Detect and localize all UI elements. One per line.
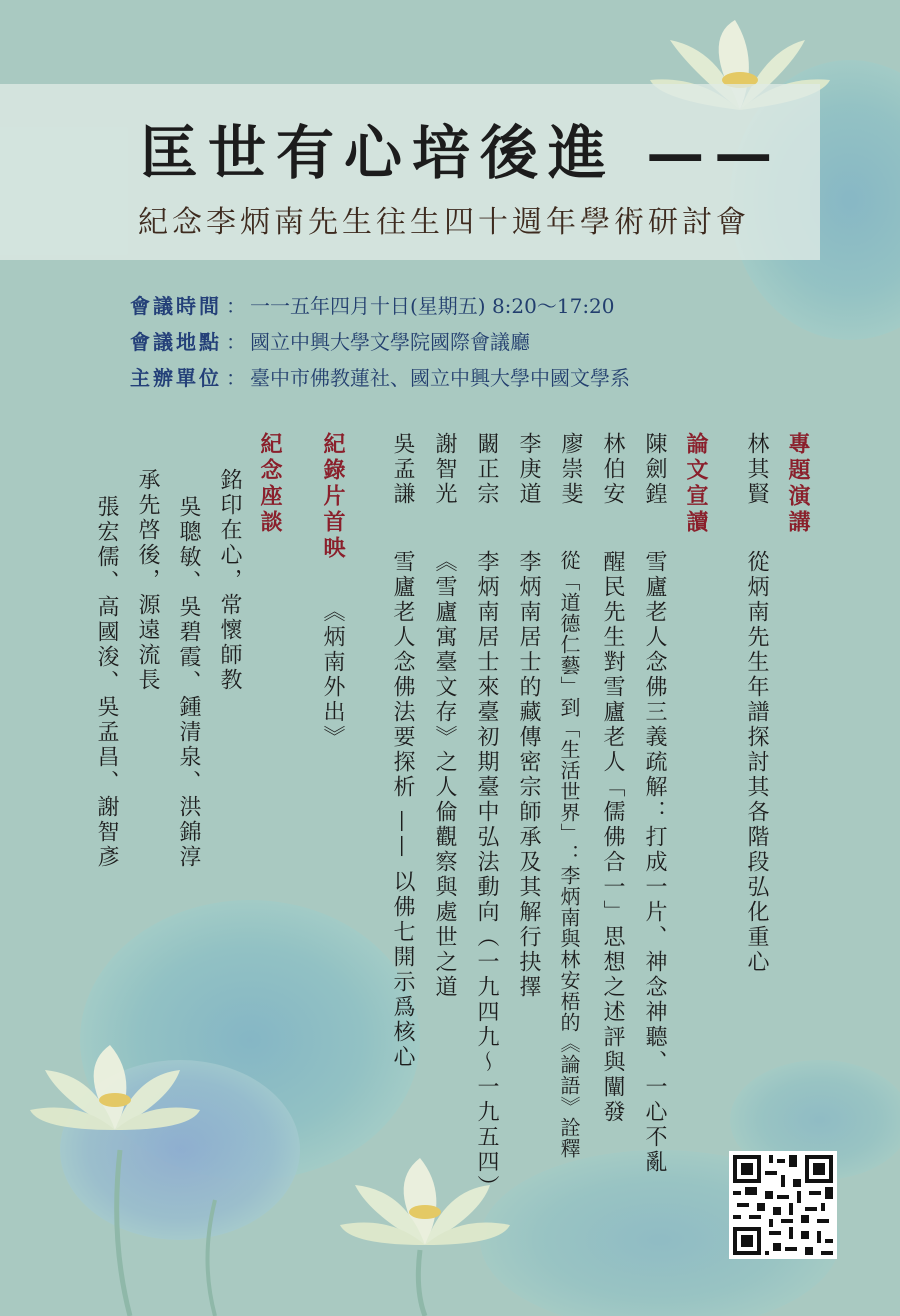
paper-author: 林伯安: [600, 432, 625, 507]
paper-topic: 雪廬老人念佛三義疏解：打成一片、神念神聽、一心不亂: [642, 550, 667, 1175]
paper-author: 闞正宗: [474, 432, 499, 507]
info-organizer-label: 主辦單位: [130, 366, 222, 390]
paper-topic: 李炳南居士來臺初期臺中弘法動向（一九四九～一九五四）: [474, 550, 499, 1200]
paper-topic: 醒民先生對雪廬老人「儒佛合一」思想之述評與闡發: [600, 550, 625, 1125]
info-venue: 會議地點 ： 國立中興大學文學院國際會議廳: [130, 330, 530, 354]
paper-author: 陳劍鍠: [642, 432, 667, 507]
documentary-title: 《炳南外出》: [320, 600, 345, 750]
info-venue-label: 會議地點: [130, 330, 222, 354]
paper-author: 廖崇斐: [558, 432, 583, 507]
paper-author: 吳孟謙: [390, 432, 415, 507]
paper-author: 李庚道: [516, 432, 541, 507]
event-subtitle: 紀念李炳南先生往生四十週年學術研討會: [138, 205, 750, 240]
paper-topic: 雪廬老人念佛法要探析 —— 以佛七開示爲核心: [390, 550, 415, 1070]
paper-topic: 李炳南居士的藏傳密宗師承及其解行抉擇: [516, 550, 541, 1000]
forum-heading: 紀念座談: [257, 432, 282, 536]
forum-session-title: 銘印在心，常懷師教: [217, 468, 242, 693]
info-organizer-value: 臺中市佛教蓮社、國立中興大學中國文學系: [250, 366, 630, 390]
info-time: 會議時間 ： 一一五年四月十日(星期五) 8:20～17:20: [130, 294, 615, 318]
paper-topic: 從「道德仁藝」到「生活世界」：李炳南與林安梧的《論語》詮釋: [557, 550, 581, 1159]
info-organizer: 主辦單位 ： 臺中市佛教蓮社、國立中興大學中國文學系: [130, 366, 630, 390]
keynote-heading: 專題演講: [785, 432, 810, 536]
qr-code[interactable]: [729, 1151, 837, 1259]
papers-heading: 論文宣讀: [683, 432, 708, 536]
paper-author: 謝智光: [432, 432, 457, 507]
info-time-label: 會議時間: [130, 294, 222, 318]
forum-session-title: 承先啓後，源遠流長: [135, 468, 160, 693]
forum-session-people: 張宏儒、高國浚、吳孟昌、謝智彥: [94, 495, 119, 870]
paper-topic: 《雪廬寓臺文存》之人倫觀察與處世之道: [432, 550, 457, 1000]
documentary-heading: 紀錄片首映: [320, 432, 345, 562]
event-title: 匡世有心培後進 ——: [140, 119, 783, 187]
info-venue-value: 國立中興大學文學院國際會議廳: [250, 330, 530, 354]
info-time-value: 一一五年四月十日(星期五) 8:20～17:20: [250, 294, 615, 318]
forum-session-people: 吳聰敏、吳碧霞、鍾清泉、洪錦淳: [176, 495, 201, 870]
keynote-speaker: 林其賢: [744, 432, 769, 507]
keynote-topic: 從炳南先生年譜探討其各階段弘化重心: [744, 550, 769, 975]
